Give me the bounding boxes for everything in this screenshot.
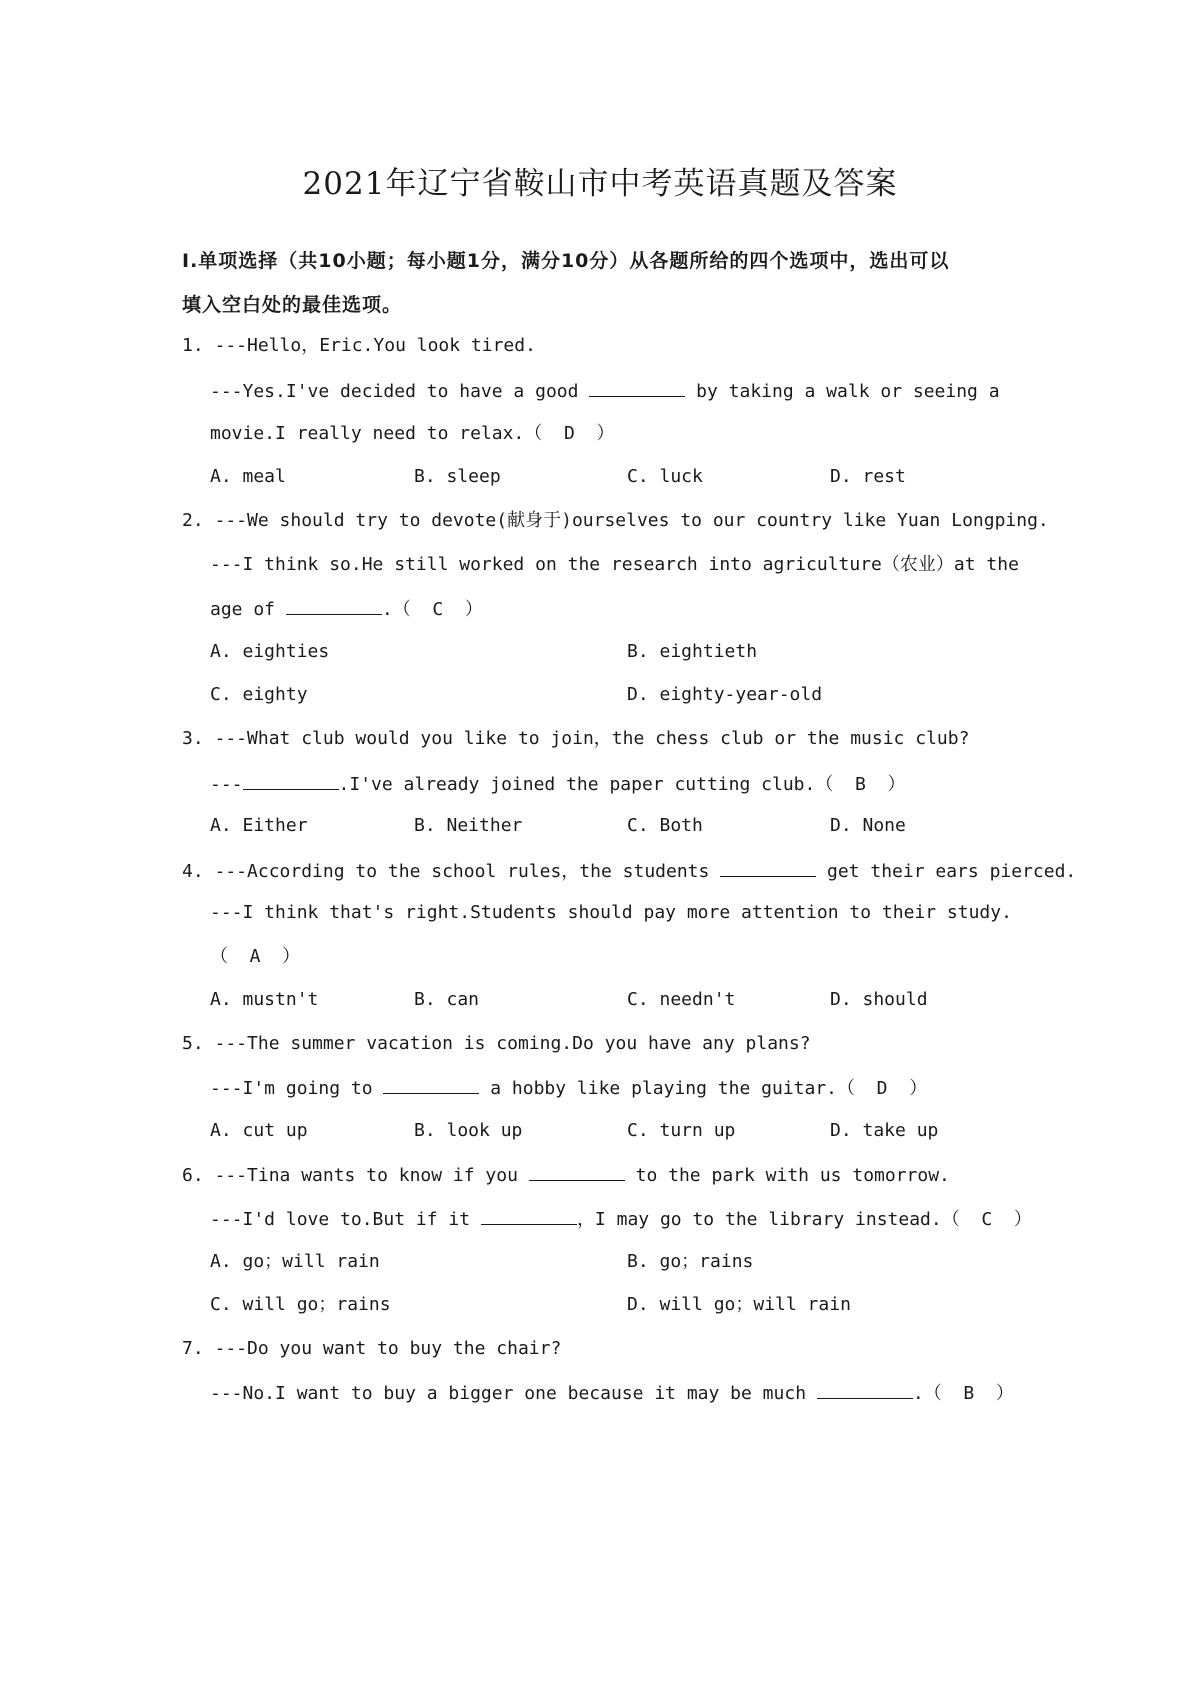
question-5-prompt: 5. ---The summer vacation is coming.Do you have any plans?	[182, 1033, 811, 1054]
question-5-option-c: C. turn up	[627, 1120, 736, 1141]
question-1-reply-cont: movie.I really need to relax.（ D ）	[210, 423, 615, 444]
answer-blank	[720, 858, 816, 877]
question-3-reply	[210, 771, 1030, 797]
question-2-option-d: D. eighty-year-old	[627, 684, 823, 705]
question-7-reply-part2: .（ B ）	[912, 1383, 1014, 1404]
question-1-option-c: C. luck	[627, 466, 703, 487]
question-4-option-b: B. can	[414, 989, 480, 1010]
question-6-reply	[210, 1206, 1030, 1232]
answer-blank	[529, 1162, 625, 1181]
question-7-reply-part1: ---No.I want to buy a bigger one because it may be much	[210, 1383, 817, 1404]
question-5-reply-part1: ---I'm going to	[210, 1078, 384, 1099]
question-1-reply-part1: ---Yes.I've decided to have a good	[210, 381, 590, 402]
question-1-option-a: A. meal	[210, 466, 286, 487]
question-4-answer: （ A ）	[210, 946, 301, 967]
question-7-prompt: 7. ---Do you want to buy the chair?	[182, 1338, 562, 1359]
question-4-option-d: D. should	[830, 989, 928, 1010]
question-2-option-b: B. eightieth	[627, 641, 758, 662]
question-7-reply	[210, 1380, 1030, 1406]
question-4-reply: ---I think that's right.Students should pay more attention to their study.	[210, 902, 1012, 923]
question-3-option-b: B. Neither	[414, 815, 523, 836]
question-5-option-a: A. cut up	[210, 1120, 308, 1141]
question-1-prompt: 1. ---Hello，Eric.You look tired.	[182, 335, 536, 356]
answer-blank	[481, 1206, 577, 1225]
answer-blank	[286, 596, 382, 615]
question-2-reply-cont-part1: age of	[210, 599, 286, 620]
question-2-reply: ---I think so.He still worked on the research into agriculture（农业）at the	[210, 554, 1019, 575]
question-6-reply-part1: ---I'd love to.But if it	[210, 1209, 481, 1230]
question-5-option-b: B. look up	[414, 1120, 523, 1141]
question-2-prompt: 2. ---We should try to devote(献身于)ourselves to our country like Yuan Longping.	[182, 510, 1049, 531]
question-3-option-a: A. Either	[210, 815, 308, 836]
section-heading-line2: 填入空白处的最佳选项。	[182, 294, 403, 316]
question-4-prompt-part1: 4. ---According to the school rules，the students	[182, 861, 721, 882]
question-4-prompt	[182, 858, 1076, 884]
question-6-option-b: B. go；rains	[627, 1251, 754, 1272]
question-1-option-b: B. sleep	[414, 466, 501, 487]
question-2-option-c: C. eighty	[210, 684, 308, 705]
question-6-option-c: C. will go；rains	[210, 1294, 391, 1315]
section-heading-line1: Ⅰ.单项选择（共10小题；每小题1分，满分10分）从各题所给的四个选项中，选出可以	[182, 250, 950, 272]
question-2-reply-cont	[210, 596, 1030, 622]
question-6-prompt	[182, 1162, 950, 1188]
question-6-option-d: D. will go；will rain	[627, 1294, 851, 1315]
answer-blank	[243, 771, 339, 790]
answer-blank	[589, 378, 685, 397]
question-5-reply-part2: a hobby like playing the guitar.（ D ）	[479, 1078, 928, 1099]
question-6-prompt-part2: to the park with us tomorrow.	[624, 1165, 950, 1186]
question-3-option-c: C. Both	[627, 815, 703, 836]
question-1-reply	[210, 378, 1030, 404]
question-3-option-d: D. None	[830, 815, 906, 836]
question-4-prompt-part2: get their ears pierced.	[816, 861, 1077, 882]
question-3-reply-part1: ---	[210, 774, 243, 795]
answer-blank	[383, 1075, 479, 1094]
question-2-option-a: A. eighties	[210, 641, 330, 662]
question-6-option-a: A. go；will rain	[210, 1251, 380, 1272]
question-6-prompt-part1: 6. ---Tina wants to know if you	[182, 1165, 529, 1186]
question-5-option-d: D. take up	[830, 1120, 939, 1141]
answer-blank	[817, 1380, 913, 1399]
question-4-option-c: C. needn't	[627, 989, 736, 1010]
question-3-prompt: 3. ---What club would you like to join，the chess club or the music club?	[182, 728, 970, 749]
question-3-reply-part2: .I've already joined the paper cutting club.（ B ）	[338, 774, 906, 795]
question-6-reply-part2: ，I may go to the library instead.（ C ）	[576, 1209, 1032, 1230]
question-4-option-a: A. mustn't	[210, 989, 319, 1010]
question-1-option-d: D. rest	[830, 466, 906, 487]
document-title: 2021年辽宁省鞍山市中考英语真题及答案	[302, 166, 898, 202]
question-5-reply	[210, 1075, 1030, 1101]
question-1-reply-part2: by taking a walk or seeing a	[685, 381, 1000, 402]
question-2-reply-cont-part2: .（ C ）	[381, 599, 483, 620]
